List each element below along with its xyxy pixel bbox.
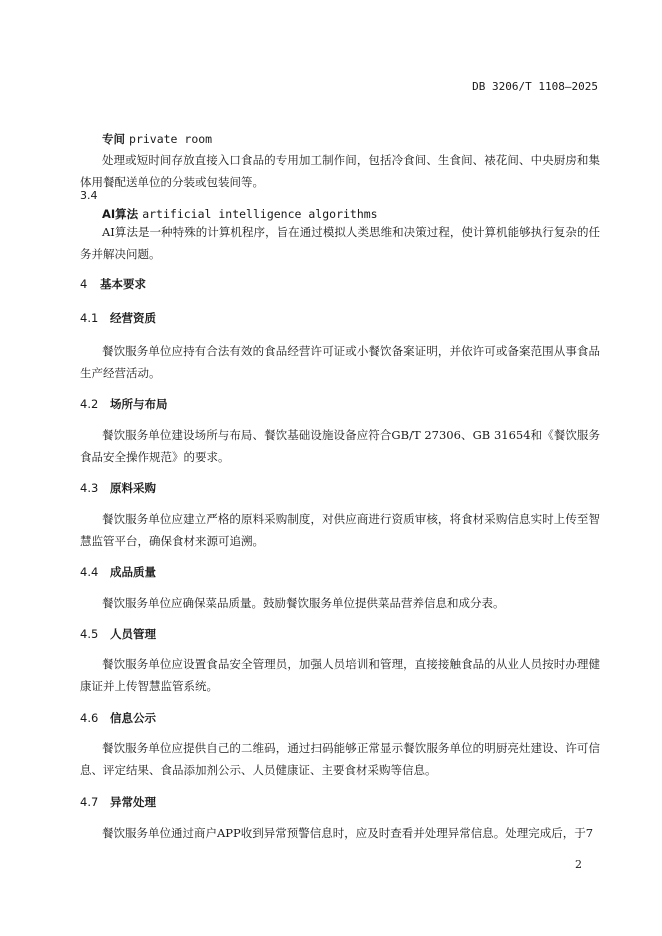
subsection-number: 4.5 bbox=[80, 627, 99, 641]
document-number: DB 3206/T 1108—2025 bbox=[472, 80, 598, 93]
subsection-heading bbox=[80, 310, 156, 326]
subsection-heading bbox=[80, 480, 156, 496]
definition-body: 处理或短时间存放直接入口食品的专用加工制作间，包括冷食间、生食间、裱花间、中央厨房和集体用餐配送单位的分装或包装间等。 bbox=[80, 153, 600, 189]
subsection-heading bbox=[80, 710, 156, 726]
section-title: 基本要求 bbox=[100, 277, 146, 291]
subsection-title: 异常处理 bbox=[110, 795, 156, 809]
subsection-body: 餐饮服务单位应设置食品安全管理员，加强人员培训和管理，直接接触食品的从业人员按时办理健康证并上传智慧监管系统。 bbox=[80, 657, 600, 693]
subsection-body: 餐饮服务单位通过商户APP收到异常预警信息时，应及时查看并处理异常信息。处理完成后，于7 bbox=[102, 826, 594, 840]
subsection-number: 4.1 bbox=[80, 311, 99, 325]
subsection-number: 4.3 bbox=[80, 481, 99, 495]
subsection-heading bbox=[80, 396, 168, 412]
subsection-body: 餐饮服务单位建设场所与布局、餐饮基础设施设备应符合GB/T 27306、GB 31654和《餐饮服务食品安全操作规范》的要求。 bbox=[80, 428, 600, 464]
subsection-heading bbox=[80, 626, 156, 642]
term-private-room bbox=[102, 131, 212, 147]
subsection-number: 4.7 bbox=[80, 795, 99, 809]
subsection-number: 4.2 bbox=[80, 397, 99, 411]
subsection-title: 成品质量 bbox=[110, 565, 156, 579]
subsection-body: 餐饮服务单位应提供自己的二维码，通过扫码能够正常显示餐饮服务单位的明厨亮灶建设、许可信息、评定结果、食品添加剂公示、人员健康证、主要食材采购等信息。 bbox=[80, 741, 600, 777]
subsection-heading bbox=[80, 564, 156, 580]
subsection-body: 餐饮服务单位应确保菜品质量。鼓励餐饮服务单位提供菜品营养信息和成分表。 bbox=[102, 596, 505, 610]
subsection-title: 信息公示 bbox=[110, 711, 156, 725]
section-number: 4 bbox=[80, 277, 88, 291]
clause-number: 3.4 bbox=[80, 189, 98, 202]
subsection-number: 4.6 bbox=[80, 711, 99, 725]
subsection-body: 餐饮服务单位应建立严格的原料采购制度，对供应商进行资质审核，将食材采购信息实时上传至智慧监管平台，确保食材来源可追溯。 bbox=[80, 512, 600, 548]
subsection-title: 人员管理 bbox=[110, 627, 156, 641]
subsection-heading bbox=[80, 794, 156, 810]
term-ai-algorithm bbox=[102, 206, 378, 222]
section-heading bbox=[80, 276, 146, 292]
term-zh: AI算法 bbox=[102, 207, 139, 221]
subsection-title: 经营资质 bbox=[110, 311, 156, 325]
subsection-title: 场所与布局 bbox=[110, 397, 168, 411]
subsection-number: 4.4 bbox=[80, 565, 99, 579]
term-en: private room bbox=[129, 132, 213, 146]
page-number: 2 bbox=[575, 858, 582, 871]
term-en: artificial intelligence algorithms bbox=[142, 207, 378, 221]
definition-body: AI算法是一种特殊的计算机程序，旨在通过模拟人类思维和决策过程，使计算机能够执行复杂的任务并解决问题。 bbox=[80, 225, 600, 261]
term-zh: 专间 bbox=[102, 132, 125, 146]
subsection-body: 餐饮服务单位应持有合法有效的食品经营许可证或小餐饮备案证明，并依许可或备案范围从事食品生产经营活动。 bbox=[80, 344, 600, 380]
subsection-title: 原料采购 bbox=[110, 481, 156, 495]
